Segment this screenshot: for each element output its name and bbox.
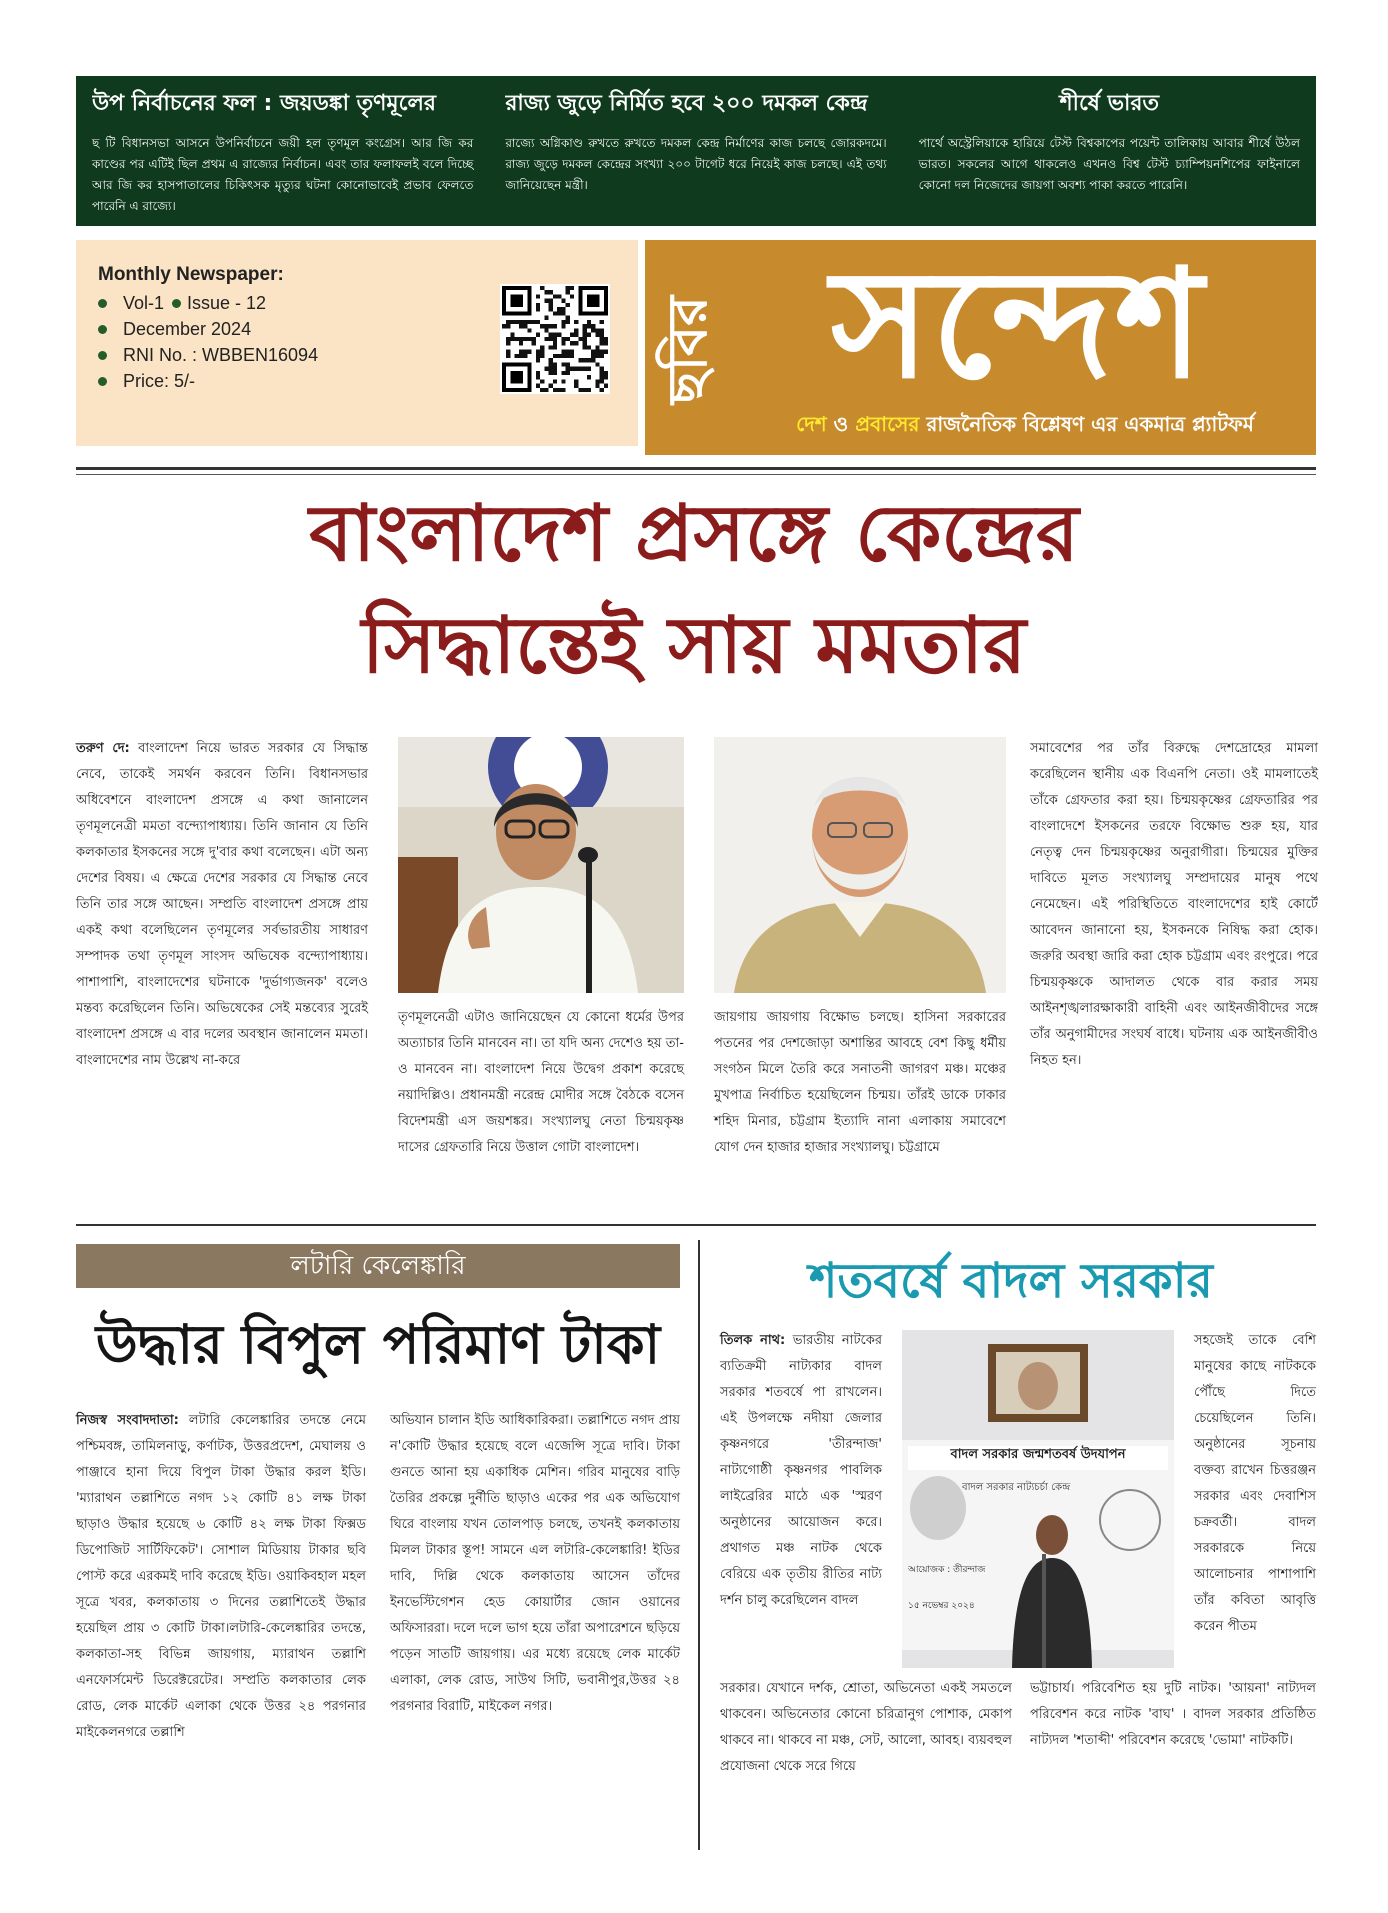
price-text: Price: 5/- xyxy=(123,371,196,391)
tagline-word: প্রবাসের xyxy=(855,412,920,436)
issue-text: Issue - 12 xyxy=(187,293,267,313)
column-divider xyxy=(698,1240,700,1850)
info-title: Monthly Newspaper: xyxy=(98,264,284,285)
bullet-icon xyxy=(98,377,107,386)
top-news-headline: রাজ্য জুড়ে নির্মিত হবে ২০০ দমকল কেন্দ্র xyxy=(505,91,868,116)
top-news-headline: উপ নির্বাচনের ফল : জয়ডঙ্কা তৃণমূলের xyxy=(92,91,436,116)
top-news-headline: শীর্ষে ভারত xyxy=(1059,91,1159,116)
badal-col-2 xyxy=(1194,1328,1316,1640)
badal-event-photo xyxy=(902,1330,1174,1668)
story-text: ভারতীয় নাটকের ব্যতিক্রমী নাট্যকার বাদল সরকার শতবর্ষে পা রাখলেন। এই উপলক্ষে নদীয়া জেলার কৃষ্ণনগরে 'তীরন্দাজ' নাট্যগোষ্ঠী কৃষ্ণনগর পাবলিক লাইব্রেরির মাঠে এক 'স্মরণ অনুষ্ঠানের আয়োজন করে। প্রথাগত মঞ্চ নাটক থেকে বেরিয়ে এক তৃতীয় রীতির নাট্য দর্শন চালু করেছিলেন বাদল xyxy=(720,1333,882,1608)
mamata-photo xyxy=(398,737,684,993)
top-news-band xyxy=(76,76,1316,226)
headline-line: সিদ্ধান্তেই সায় মমতার xyxy=(361,601,1027,691)
tagline-word: ও xyxy=(826,412,856,436)
lottery-col-2 xyxy=(390,1408,680,1720)
rni-text: RNI No. : WBBEN16094 xyxy=(123,345,319,365)
logo-title: সন্দেশ xyxy=(830,240,1206,412)
story-text: লটারি কেলেঙ্কারির তদন্তে নেমে পশ্চিমবঙ্গ, তামিলনাড়ু, কর্ণাটক, উত্তরপ্রদেশ, মেঘালয় ও পাঞ্জাবে হানা দিয়ে বিপুল টাকা উদ্ধার করল ইডি। 'ম্যারাথন তল্লাশিতে নগদ ১২ কোটি ৪১ লক্ষ টাকা ছাড়াও উদ্ধার হয়েছে ৬ কোটি ৪২ লক্ষ টাকা ফিক্সড ডিপোজিট সার্টিফিকেট'। সোশাল মিডিয়ায় টাকার ছবি পোস্ট করে এরকমই দাবি করেছে ইডি। ওয়াকিবহাল মহল সূত্রে খবর, কলকাতায় ৩ দিনের তল্লাশিতেই উদ্ধার হয়েছিল প্রায় ৩ কোটি টাকা।লটারি-কেলেঙ্কারির তদন্তে, কলকাতা-সহ বিভিন্ন জায়গায়, ম্যারাথন তল্লাশি এনফোর্সমেন্ট ডিরেক্টরেটের। সম্প্রতি কলকাতার লেক রোড, লেক মার্কেট এলাকা থেকে উত্তর ২৪ পরগনার মাইকেলনগরে তল্লাশি xyxy=(76,1413,367,1740)
badal-col-3 xyxy=(720,1676,1012,1780)
banner-organiser: আয়োজক : তীরন্দাজ xyxy=(908,1565,986,1575)
story-text: ভট্টাচার্য। পরিবেশিত হয় দুটি নাটক। 'আয়না' নাট্যদল পরিবেশন করে নাটক 'বাঘ' । বাদল সরকার প্রতিষ্ঠিত নাট্যদল 'শতাব্দী' পরিবেশন করেছে 'ভোমা' নাটকটি। xyxy=(1030,1681,1316,1748)
main-story-col-4 xyxy=(1030,736,1318,1074)
badal-headline: শতবর্ষে বাদল সরকার xyxy=(809,1253,1213,1309)
banner-title: বাদল সরকার জন্মশতবর্ষ উদযাপন xyxy=(950,1447,1126,1462)
story-text: অভিযান চালান ইডি আধিকারিকরা। তল্লাশিতে নগদ প্রায় ন'কোটি উদ্ধার হয়েছে বলে এজেন্সি সূত্রে দাবি। টাকা গুনতে আনা হয় একাধিক মেশিন। গরিব মানুষের বাড়ি তৈরির প্রকল্পে দুর্নীতি ছাড়াও একের পর এক অভিযোগ ঘিরে বাংলায় যখন তোলপাড় চলছে, তখনই কলকাতায় মিলল টাকার স্তূপ! সামনে এল লটারি-কেলেঙ্কারি! ইডির দাবি, দিল্লি থেকে কলকাতায় আসেন তাঁদের ইনভেস্টিগেশন হেড কোয়ার্টার জোন ওয়ানের অফিসাররা। দলে দলে ভাগ হয়ে তাঁরা অপারেশনে ছড়িয়ে পড়েন সাতটি জায়গায়। এর মধ্যে রয়েছে লেক মার্কেট এলাকা, লেক রোড, সাউথ সিটি, ভবানীপুর,উত্তর ২৪ পরগনার বিরাটি, মাইকেল নগর। xyxy=(390,1413,680,1714)
date-text: December 2024 xyxy=(123,319,252,339)
divider xyxy=(76,1224,1316,1226)
byline: তিলক নাথ: xyxy=(720,1333,786,1348)
bullet-icon xyxy=(98,351,107,360)
lottery-headline: উদ্ধার বিপুল পরিমাণ টাকা xyxy=(95,1313,661,1376)
story-text: বাংলাদেশ নিয়ে ভারত সরকার যে সিদ্ধান্ত নেবে, তাকেই সমর্থন করবেন তিনি। বিধানসভার অধিবেশনে বাংলাদেশ প্রসঙ্গে এ কথা জানালেন তৃণমূলনেত্রী মমতা বন্দ্যোপাধ্যায়। তিনি জানান যে তিনি কলকাতার ইসকনের সঙ্গে দু'বার কথা বলেছেন। এটা অন্য দেশের বিষয়। এ ক্ষেত্রে দেশের সরকার যে সিদ্ধান্ত নেবে তিনি তার সঙ্গে আছেন। সম্প্রতি বাংলাদেশ প্রসঙ্গে প্রায় একই কথা বলেছিলেন তৃণমূলের সর্বভারতীয় সাধারণ সম্পাদক তথা তৃণমূল সাংসদ অভিষেক বন্দ্যোপাধ্যায়। পাশাপাশি, বাংলাদেশের ঘটনাকে 'দুর্ভাগ্যজনক' বলেও মন্তব্য করেছিলেন তিনি। অভিষেকের সেই মন্তব্যের সুরেই বাংলাদেশ প্রসঙ্গে এ বার দলের অবস্থান জানালেন মমতা। বাংলাদেশের নাম উল্লেখ না-করে xyxy=(76,741,368,1068)
top-news-body: পার্থে অস্ট্রেলিয়াকে হারিয়ে টেস্ট বিশ্বকাপের পয়েন্ট তালিকায় আবার শীর্ষে উঠল ভারত। সকলের আগে থাকলেও এখনও বিশ্ব টেস্ট চ্যাম্পিয়নশিপের ফাইনালে কোনো দল নিজেদের জায়গা অবশ্য পাকা করতে পারেনি। xyxy=(918,136,1300,192)
volume-text: Vol-1 xyxy=(123,293,165,313)
logo-tagline xyxy=(745,410,1305,443)
top-news-body: রাজ্যে অগ্নিকাণ্ড রুখতে রুখতে দমকল কেন্দ্র নির্মাণের কাজ চলছে জোরকদমে। রাজ্য জুড়ে দমকল কেন্দ্রের সংখ্যা ২০০ টাগেট ধরে নিয়েই কাজ চলছে। এই তথ্য জানিয়েছেন মন্ত্রী। xyxy=(505,136,887,192)
story-text: তৃণমূলনেত্রী এটাও জানিয়েছেন যে কোনো ধর্মের উপর অত্যাচার তিনি মানবেন না। তা যদি অন্য দেশেও হয় তা-ও মানবেন না। বাংলাদেশ নিয়ে উদ্বেগ প্রকাশ করেছে নয়াদিল্লিও। প্রধানমন্ত্রী নরেন্দ্র মোদীর সঙ্গে বৈঠকে বসেন বিদেশমন্ত্রী এস জয়শঙ্কর। সংখ্যালঘু নেতা চিন্ময়কৃষ্ণ দাসের গ্রেফতারি নিয়ে উত্তাল গোটা বাংলাদেশ। xyxy=(398,1010,684,1155)
bullet-icon xyxy=(98,325,107,334)
section-kicker: লটারি কেলেঙ্কারি xyxy=(76,1244,680,1288)
story-text: সরকার। যেখানে দর্শক, শ্রোতা, অভিনেতা একই সমতলে থাকবেন। অভিনেতার কোনো চরিত্রানুগ পোশাক, মেকাপ থাকবে না। থাকবে না মঞ্চ, সেট, আলো, আবহ। ব্যয়বহুল প্রযোজনা থেকে সরে গিয়ে xyxy=(720,1681,1012,1774)
top-news-item xyxy=(489,76,902,226)
top-news-body: ছ টি বিধানসভা আসনে উপনির্বাচনে জয়ী হল তৃণমূল কংগ্রেস। আর জি কর কাণ্ডের পর এটিই ছিল প্রথম এ রাজ্যের নির্বাচন। এবং তার ফলাফলই বলে দিচ্ছে আর জি কর হাসপাতালের চিকিৎসক মৃত্যুর ঘটনা কোনোভাবেই প্রভাব ফেলতে পারেনি এ রাজ্যে। xyxy=(92,136,474,213)
qr-code-icon[interactable] xyxy=(500,284,610,394)
tagline-word: রাজনৈতিক বিশ্লেষণ এর একমাত্র প্ল্যাটফর্ম xyxy=(919,412,1254,436)
story-text: সমাবেশের পর তাঁর বিরুদ্ধে দেশদ্রোহের মামলা করেছিলেন স্থানীয় এক বিএনপি নেতা। ওই মামলাতেই তাঁকে গ্রেফতার করা হয়। চিন্ময়কৃষ্ণের গ্রেফতারির পর বাংলাদেশে ইসকনের তরফে বিক্ষোভ শুরু হয়, যার নেতৃত্ব দেন চিন্ময়কৃষ্ণের অনুরাগীরা। চিন্ময়ের মুক্তির দাবিতে মূলত সংখ্যালঘু সম্প্রদায়ের মানুষ পথে নেমেছেন। এই পরিস্থিতিতে বাংলাদেশের হাই কোর্টে আবেদন জানানো হয়, ইসকনকে নিষিদ্ধ করা হোক। জরুরি অবস্থা জারি করা হোক চট্টগ্রাম এবং রংপুরে। পরে চিন্ময়কৃষ্ণকে আদালত থেকে বার করার সময় আইনশৃঙ্খলারক্ষাকারী বাহিনী এবং আইনজীবীদের সঙ্গে তাঁর অনুগামীদের সংঘর্ষ বাধে। ঘটনায় এক আইনজীবীও নিহত হন। xyxy=(1030,741,1318,1068)
modi-photo xyxy=(714,737,1006,993)
main-headline xyxy=(60,478,1328,702)
story-text: সহজেই তাকে বেশি মানুষের কাছে নাটককে পৌঁছে দিতে চেয়েছিলেন তিনি। অনুষ্ঠানের সূচনায় বক্তব্য রাখেন চিত্তরঞ্জন সরকার এবং দেবাশিস চক্রবর্তী। বাদল সরকারকে নিয়ে আলোচনার পাশাপাশি তাঁর কবিতা আবৃত্তি করেন পীতম xyxy=(1194,1333,1316,1634)
main-story-col-1 xyxy=(76,736,368,1074)
badal-col-1 xyxy=(720,1328,882,1614)
top-news-item xyxy=(903,76,1316,226)
lottery-col-1 xyxy=(76,1408,366,1746)
byline: তরুণ দে: xyxy=(76,741,130,756)
headline-line: বাংলাদেশ প্রসঙ্গে কেন্দ্রের xyxy=(309,489,1079,579)
divider xyxy=(76,467,1316,470)
banner-subtitle: বাদল সরকার নাট্যচর্চা কেন্দ্র xyxy=(962,1482,1071,1493)
newspaper-logo xyxy=(645,240,1316,455)
byline: নিজস্ব সংবাদদাতা: xyxy=(76,1413,179,1428)
tagline-word: দেশ xyxy=(796,412,827,436)
bullet-icon xyxy=(98,299,107,308)
badal-col-4 xyxy=(1030,1676,1316,1754)
story-text: জায়গায় জায়গায় বিক্ষোভ চলছে। হাসিনা সরকারের পতনের পর দেশজোড়া অশান্তির আবহে বেশ কিছু ধর্মীয় সংগঠন মিলে তৈরি করে সনাতনী জাগরণ মঞ্চ। মঞ্চের মুখপাত্র নির্বাচিত হয়েছিলেন চিন্ময়। তাঁরই ডাকে ঢাকার শহিদ মিনার, চট্টগ্রাম ইত্যাদি নানা এলাকায় সমাবেশে যোগ দেন হাজার হাজার সংখ্যালঘু। চট্টগ্রামে xyxy=(714,1010,1006,1155)
divider xyxy=(76,474,1316,475)
logo-side-text: ছবির xyxy=(656,296,719,404)
main-story-col-2 xyxy=(398,1005,684,1161)
bullet-icon xyxy=(172,299,181,308)
main-story-col-3 xyxy=(714,1005,1006,1161)
banner-date: ১৫ নভেম্বর ২০২৪ xyxy=(908,1601,975,1611)
top-news-item xyxy=(76,76,489,226)
